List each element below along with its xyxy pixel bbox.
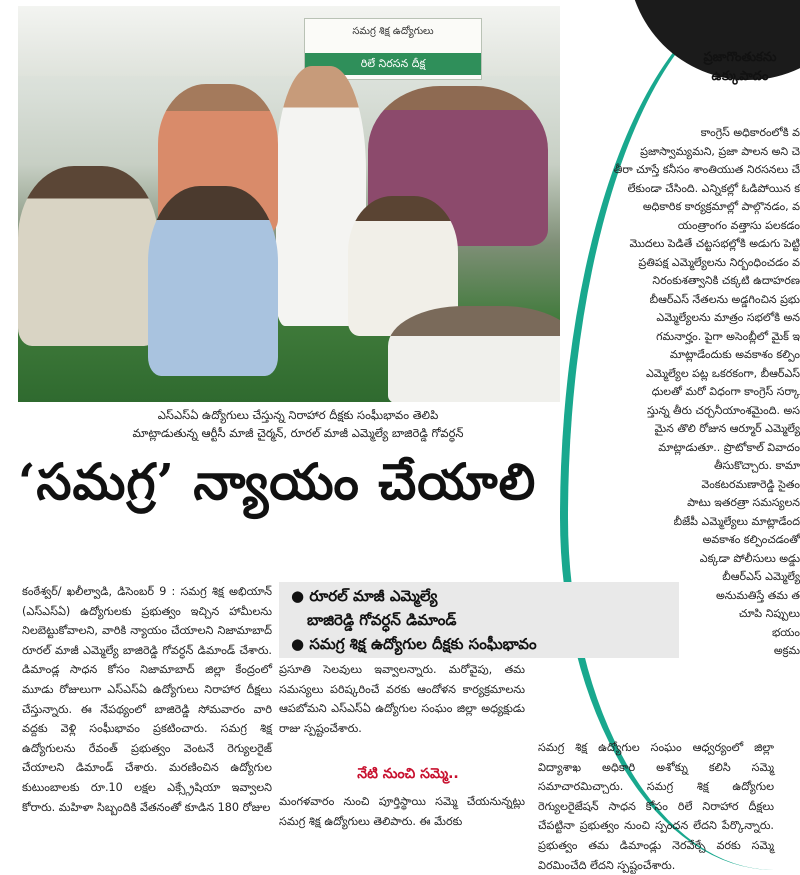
right-article-line: బీజేపీ ఎమ్మెల్యేలు మాట్లాడేంద xyxy=(673,514,800,528)
right-article-heading xyxy=(680,48,800,86)
headline: ‘సమగ్ర’ న్యాయం చేయాలి xyxy=(18,452,537,511)
highlight-box xyxy=(279,582,679,658)
right-article-line: అవకాశం కల్పించడంతో xyxy=(702,533,800,546)
right-article-line: ఎక్కడా పోలీసులు అడ్డు xyxy=(699,551,800,565)
right-article-line: అనుమతిస్తే తమ త xyxy=(715,588,800,602)
photo-caption xyxy=(48,406,548,442)
right-article-line: భయం xyxy=(772,625,800,639)
right-article-line: ప్రజాస్వామ్యమని, ప్రజా పాలన అని చె xyxy=(640,144,800,158)
right-article-line: ఎమ్మెల్యేలను మాత్రం సభలోకి అన xyxy=(656,311,800,324)
caption-line-1: ఎస్ఎస్ఏ ఉద్యోగులు చేస్తున్న నిరాహార దీక్షకు సంఘీభావం తెలిపి xyxy=(157,408,439,422)
right-article-line: అధికారిక కార్యక్రమాల్లో పాల్గొనడం, వ xyxy=(642,200,800,213)
right-article-line: చూపి నిప్పులు xyxy=(738,607,800,620)
right-article-line: ప్రతిపక్ష ఎమ్మెల్యేలను నిర్బంధించడం వ xyxy=(638,255,800,269)
column-2-part-1: ప్రసూతి సెలవులు ఇవ్వాలన్నారు. మరోవైపు, తమ సమస్యలు పరిష్కరించే వరకు ఆందోళన కార్యక్రమాలను ఆపబోమని ఎస్ఎస్ఏ ఉద్యోగుల సంఘం జిల్లా అధ్యక్షుడు రాజు స్పష్టంచేశారు. xyxy=(279,663,525,735)
banner-bottom-text: రిలే నిరసన దీక్ష xyxy=(305,53,481,75)
column-2-part-2: మంగళవారం నుంచి పూర్తిస్థాయి సమ్మె చేయనున్నట్లు సమగ్ర శిక్ష ఉద్యోగులు తెలిపారు. ఈ మేరకు xyxy=(279,795,525,828)
right-article-line: తీసుకొచ్చారు. కామా xyxy=(713,459,800,472)
article-column-1: కంఠేశ్వర్/ ఖలీల్వాడి, డిసెంబర్ 9 : సమగ్ర శిక్ష అభియాన్ (ఎస్ఎస్ఏ) ఉద్యోగులకు ప్రభుత్వం ఇచ్చిన హామీలను నిలబెట్టుకోవాలని, వారికి న్యాయం చేయాలని నిజామాబాద్ రూరల్ మాజీ ఎమ్మెల్యే బాజిరెడ్డి గోవర్ధన్ డిమాండ్ చేశారు. డిమాండ్ల సాధన కోసం నిజామాబాద్ జిల్లా కేంద్రంలో మూడు రోజులుగా ఎస్ఎస్ఏ ఉద్యోగులు నిరాహార దీక్షలు చేస్తున్నారు. ఈ నేపథ్యంలో బాజిరెడ్డి సోమవారం వారి వద్దకు వెళ్లి సంఘీభావం ప్రకటించారు. సమగ్ర శిక్ష ఉద్యోగులను రేవంత్ ప్రభుత్వం వెంటనే రెగ్యులరైజ్ చేయాలని డిమాండ్ చేశారు. మరణించిన ఉద్యోగుల కుటుంబాలకు రూ.10 లక్షల ఎక్స్గ్రేషియా ఇవ్వాలని కోరారు. మహిళా సిబ్బందికి వేతనంతో కూడిన 180 రోజుల xyxy=(22,585,272,814)
right-article-line: కాంగ్రెస్ అధికారంలోకి వ xyxy=(700,126,800,139)
article-column-2 xyxy=(279,660,525,738)
right-article-line: ధులతో మరో విధంగా కాంగ్రెస్ సర్కా xyxy=(651,385,800,398)
right-article-line: యంత్రాంగం వత్తాసు పలకడం xyxy=(677,218,800,232)
seated-man-foreground xyxy=(388,306,560,402)
right-article-line: మైన తొలి రోజున ఆర్మూర్ ఎమ్మెల్యే xyxy=(654,422,800,435)
caption-line-2: మాట్లాడుతున్న ఆర్టీసీ మాజీ చైర్మన్, రూరల్ మాజీ ఎమ్మెల్యే బాజిరెడ్డి గోవర్ధన్ xyxy=(132,426,464,440)
seated-man-blue xyxy=(148,186,278,376)
right-article-line: పాటు ఇతరత్రా సమస్యలన xyxy=(687,496,800,509)
seated-man-left xyxy=(18,166,158,346)
right-article-line: వెంకటరమణారెడ్డి సైతం xyxy=(701,477,800,491)
right-article-line: మొదలు పెడితే చట్టసభల్లోకి అడుగు పెట్టి xyxy=(629,237,800,250)
right-article-line: స్తున్న తీరు చర్చనీయాంశమైంది. అస xyxy=(647,403,800,417)
right-article-line: తీరా చూస్తే కనీసం శాంతియుత నిరసనలు చే xyxy=(613,163,800,176)
right-article-line: మాట్లాడేందుకు అవకాశం కల్పిం xyxy=(669,348,800,361)
right-article-line: మాట్లాడుతూ.. ప్రొటోకాల్ వివాదం xyxy=(658,440,800,454)
right-article-line: అక్రమ xyxy=(773,644,800,657)
right-heading-line-1: ప్రజాగొంతుకను xyxy=(703,50,777,65)
highlight-item-2: బాజిరెడ్డి గోవర్ధన్ డిమాండ్ xyxy=(307,611,457,629)
right-article-line: బీఆర్ఎస్ ఎమ్మెల్యే xyxy=(722,570,800,583)
right-article-line: నిరంకుశత్వానికి చక్కటి ఉదాహరణ xyxy=(652,274,800,287)
banner-top-text: సమగ్ర శిక్ష ఉద్యోగులు xyxy=(352,26,434,37)
subheading: నేటి నుంచి సమ్మె.. xyxy=(357,766,459,782)
right-article-body xyxy=(575,124,800,661)
highlight-item-1: ● రూరల్ మాజీ ఎమ్మెల్యే xyxy=(291,587,438,605)
highlight-item-3: ● సమగ్ర శిక్ష ఉద్యోగుల దీక్షకు సంఘీభావం xyxy=(291,635,537,653)
news-photo xyxy=(18,6,560,402)
right-article-line: బీఆర్ఎస్ నేతలను అడ్డగించిన ప్రభు xyxy=(649,292,800,306)
right-article-line: ఎమ్మెల్యేల పట్ల ఒకరకంగా, బీఆర్ఎస్ xyxy=(645,366,800,380)
right-article-line: గమనార్హం. పైగా అసెంబ్లీలో మైక్ ఇ xyxy=(656,329,800,343)
right-heading-line-2: ఉక్కుపాదం xyxy=(711,69,769,84)
article-column-3: సమగ్ర శిక్ష ఉద్యోగుల సంఘం ఆధ్వర్యంలో జిల్లా విద్యాశాఖ అధికారి అశోక్ను కలిసి సమ్మె సమాచారమిచ్చారు. సమగ్ర శిక్ష ఉద్యోగుల రెగ్యులరైజేషన్ సాధన కోసం రిలే నిరాహార దీక్షలు చేపట్టినా ప్రభుత్వం నుంచి స్పందన లేదని పేర్కొన్నారు. ప్రభుత్వం తమ డిమాండ్లు నెరవేర్చే వరకు సమ్మె విరమించేది లేదని స్పష్టంచేశారు. xyxy=(538,741,774,872)
right-article-line: లేకుండా చేసింది. ఎన్నికల్లో ఓడిపోయిన క xyxy=(627,181,800,195)
